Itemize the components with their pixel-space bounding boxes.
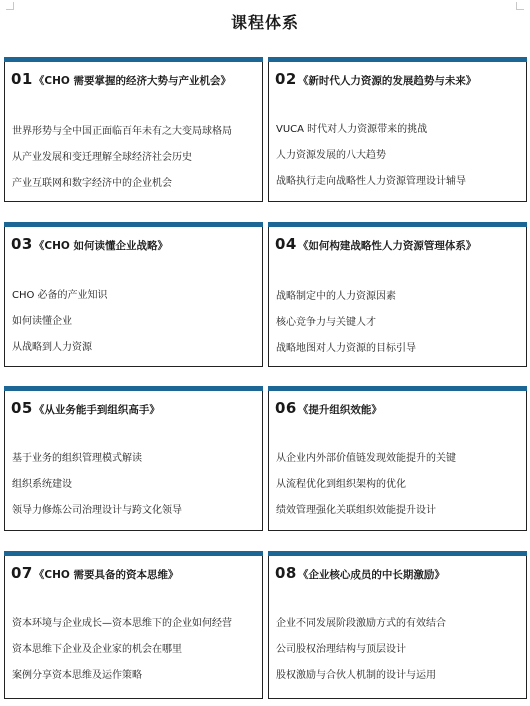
- card-item: 战略执行走向战略性人力资源管理设计辅导: [276, 176, 466, 187]
- card-item: 组织系统建设: [12, 479, 72, 490]
- card-item-list: [276, 452, 522, 530]
- card-item: 产业互联网和数字经济中的企业机会: [12, 178, 172, 189]
- card-title: 《CHO 需要具备的资本思维》: [33, 569, 179, 581]
- card-item: 战略制定中的人力资源因素: [276, 291, 396, 302]
- card-title: 《如何构建战略性人力资源管理体系》: [297, 240, 477, 252]
- card-number: 04: [275, 235, 297, 253]
- card-header: [269, 391, 526, 417]
- card-item: 公司股权治理结构与顶层设计: [276, 644, 406, 655]
- crop-mark-right: [516, 2, 524, 10]
- card-number: 08: [275, 564, 297, 582]
- card-item-list: [276, 123, 522, 201]
- card-item-list: [12, 617, 258, 695]
- card-title: 《CHO 需要掌握的经济大势与产业机会》: [33, 75, 231, 87]
- card-header: [269, 62, 526, 88]
- card-number: 05: [11, 399, 33, 417]
- card-header: [5, 556, 262, 582]
- card-item: 股权激励与合伙人机制的设计与运用: [276, 670, 436, 681]
- course-card-05: [4, 386, 263, 531]
- course-card-06: [268, 386, 527, 531]
- course-card-07: [4, 551, 263, 699]
- card-item: 绩效管理强化关联组织效能提升设计: [276, 505, 436, 516]
- course-card-03: [4, 222, 263, 367]
- card-item: 核心竞争力与关键人才: [276, 317, 376, 328]
- page-title: 课程体系: [230, 13, 299, 32]
- card-number: 06: [275, 399, 297, 417]
- card-item: 领导力修炼公司治理设计与跨文化领导: [12, 505, 182, 516]
- card-item: 世界形势与全中国正面临百年未有之大变局球格局: [12, 126, 232, 137]
- card-title: 《从业务能手到组织高手》: [33, 404, 160, 416]
- card-number: 01: [11, 70, 33, 88]
- card-header: [5, 227, 262, 253]
- card-item-list: [12, 289, 258, 367]
- card-item: 如何读懂企业: [12, 316, 72, 327]
- card-header: [269, 227, 526, 253]
- crop-mark-left: [6, 2, 14, 10]
- card-item-list: [276, 617, 522, 695]
- card-title: 《新时代人力资源的发展趋势与未来》: [297, 75, 477, 87]
- card-title: 《企业核心成员的中长期激励》: [297, 569, 445, 581]
- card-item: 案例分享资本思维及运作策略: [12, 670, 142, 681]
- card-item: 资本环境与企业成长—资本思维下的企业如何经营: [12, 618, 232, 629]
- card-title: 《提升组织效能》: [297, 404, 382, 416]
- card-item: 从战略到人力资源: [12, 342, 92, 353]
- card-item: VUCA 时代对人力资源带来的挑战: [276, 124, 428, 135]
- card-header: [269, 556, 526, 582]
- course-card-08: [268, 551, 527, 699]
- card-header: [5, 62, 262, 88]
- course-card-02: [268, 57, 527, 202]
- course-card-04: [268, 222, 527, 367]
- card-item-list: [276, 290, 522, 368]
- card-item: 企业不同发展阶段激励方式的有效结合: [276, 618, 446, 629]
- card-number: 02: [275, 70, 297, 88]
- card-item-list: [12, 125, 258, 203]
- course-card-01: [4, 57, 263, 202]
- card-item: 基于业务的组织管理模式解读: [12, 453, 142, 464]
- card-number: 07: [11, 564, 33, 582]
- card-number: 03: [11, 235, 33, 253]
- card-header: [5, 391, 262, 417]
- card-item: 战略地图对人力资源的目标引导: [276, 343, 416, 354]
- card-item: 从企业内外部价值链发现效能提升的关键: [276, 453, 456, 464]
- card-item-list: [12, 452, 258, 530]
- card-item: 从产业发展和变迁理解全球经济社会历史: [12, 152, 192, 163]
- card-item: 资本思维下企业及企业家的机会在哪里: [12, 644, 182, 655]
- card-item: CHO 必备的产业知识: [12, 290, 108, 301]
- card-item: 从流程优化到组织架构的优化: [276, 479, 406, 490]
- card-item: 人力资源发展的八大趋势: [276, 150, 386, 161]
- card-title: 《CHO 如何读懂企业战略》: [33, 240, 168, 252]
